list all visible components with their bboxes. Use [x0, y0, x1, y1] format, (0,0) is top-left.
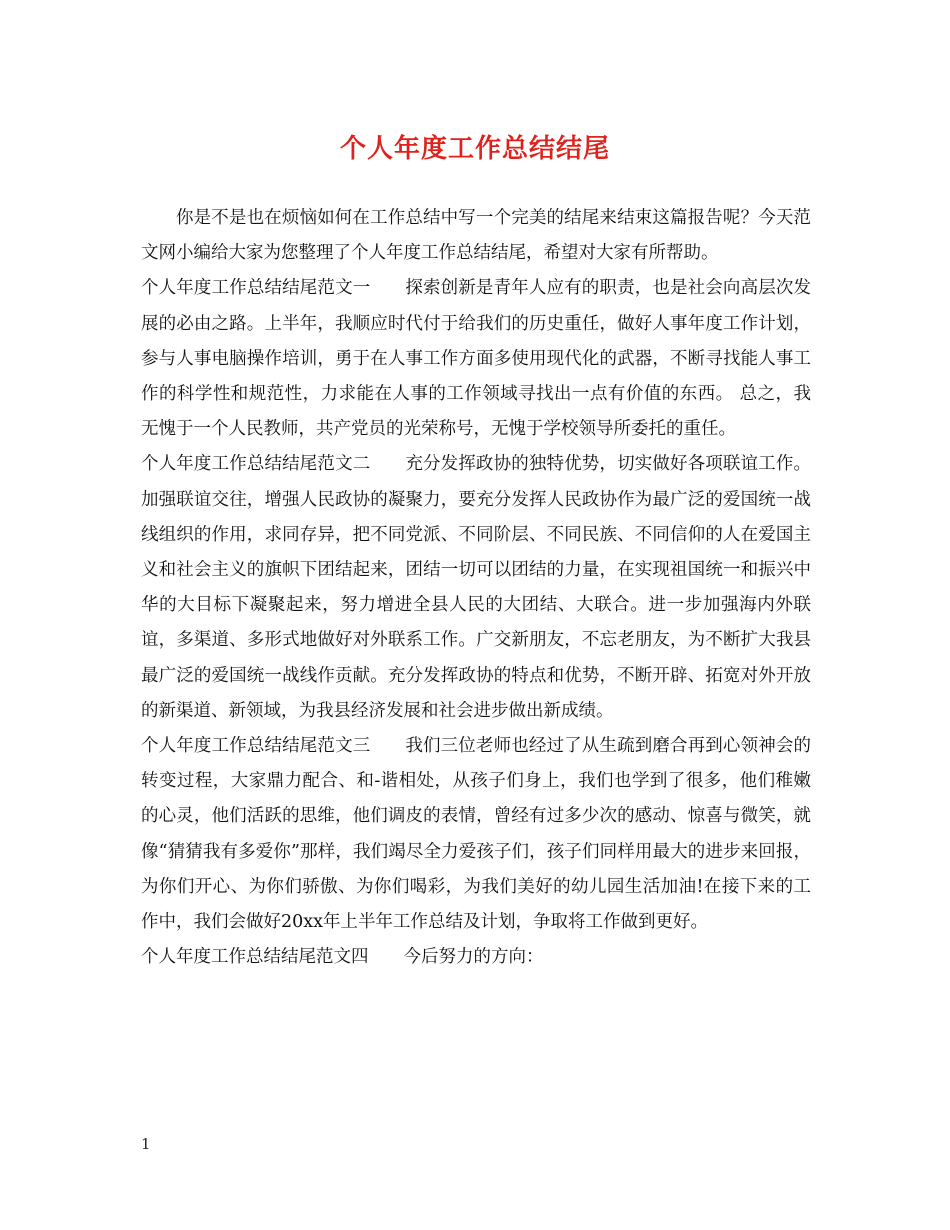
section-heading-2: 个人年度工作总结结尾范文二: [141, 454, 371, 475]
section-paragraph-4: [141, 940, 811, 975]
section-heading-3: 个人年度工作总结结尾范文三: [141, 736, 371, 757]
section-paragraph-2: [141, 447, 811, 729]
section-text-2: 充分发挥政协的独特优势，切实做好各项联谊工作。加强联谊交往，增强人民政协的凝聚力，要充分发挥人民政协作为最广泛的爱国统一战线组织的作用，求同存异，把不同党派、不同阶层、不同民族、不同信仰的人在爱国主义和社会主义的旗帜下团结起来，团结一切可以团结的力量，在实现祖国统一和振兴中华的大目标下凝聚起来，努力增进全县人民的大团结、大联合。进一步加强海内外联谊，多渠道、多形式地做好对外联系工作。广交新朋友，不忘老朋友，为不断扩大我县最广泛的爱国统一战线作贡献。充分发挥政协的特点和优势，不断开辟、拓宽对外开放的新渠道、新领域，为我县经济发展和社会进步做出新成绩。: [141, 454, 812, 721]
section-heading-1: 个人年度工作总结结尾范文一: [141, 278, 371, 299]
document-body: [141, 201, 811, 975]
intro-paragraph: 你是不是也在烦恼如何在工作总结中写一个完美的结尾来结束这篇报告呢？今天范文网小编给大家为您整理了个人年度工作总结结尾，希望对大家有所帮助。: [141, 208, 811, 264]
section-paragraph-1: [141, 271, 811, 447]
section-paragraph-3: [141, 729, 811, 940]
section-text-3: 我们三位老师也经过了从生疏到磨合再到心领神会的转变过程，大家鼎力配合、和-谐相处，从孩子们身上，我们也学到了很多，他们稚嫩的心灵，他们活跃的思维，他们调皮的表情，曾经有过多少次的感动、惊喜与微笑，就像“猜猜我有多爱你”那样，我们竭尽全力爱孩子们，孩子们同样用最大的进步来回报，为你们开心、为你们骄傲、为你们喝彩，为我们美好的幼儿园生活加油!在接下来的工作中，我们会做好20xx年上半年工作总结及计划，争取将工作做到更好。: [141, 736, 812, 933]
section-text-1: 探索创新是青年人应有的职责，也是社会向高层次发展的必由之路。上半年，我顺应时代付于给我们的历史重任，做好人事年度工作计划，参与人事电脑操作培训，勇于在人事工作方面多使用现代化的武器，不断寻找能人事工作的科学性和规范性，力求能在人事的工作领域寻找出一点有价值的东西。 总之，我无愧于一个人民教师，共产党员的光荣称号，无愧于学校领导所委托的重任。: [141, 278, 812, 440]
section-heading-4: 个人年度工作总结结尾范文四: [141, 947, 369, 968]
section-text-4: 今后努力的方向：: [403, 947, 544, 968]
page-number: 1: [141, 1135, 151, 1153]
document-title: 个人年度工作总结结尾: [339, 134, 610, 164]
